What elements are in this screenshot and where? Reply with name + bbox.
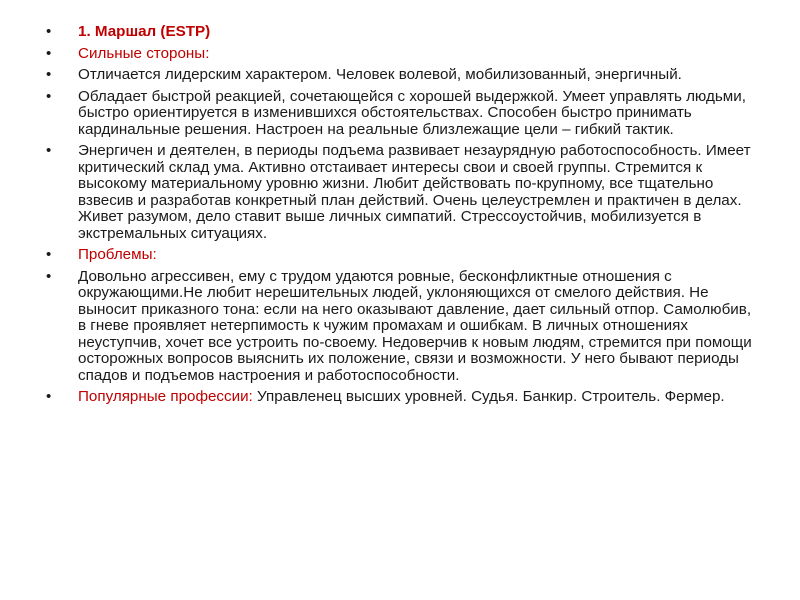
bullet-glyph: •: [46, 44, 52, 62]
strength-item: [46, 67, 758, 84]
problems-heading: Проблемы:: [78, 246, 157, 263]
professions-label: Популярные профессии:: [78, 388, 253, 405]
strength-text: Отличается лидерским характером. Человек волевой, мобилизованный, энергичный.: [78, 66, 682, 83]
strengths-heading: Сильные стороны:: [78, 44, 210, 62]
problem-text: Довольно агрессивен, ему с трудом удаются ровные, бесконфликтные отношения с окружающими.Не любит нерешительных людей, уклоняющихся от смелого действия. Не выносит приказного тона: если на него оказывают давление, дает сильный отпор. Самолюбив, в гневе проявляет нетерпимость к чужим промахам и ошибкам. В личных отношениях неуступчив, хочет все устроить по-своему. Недоверчив к новым людям, стремится при помощи осторожных вопросов выяснить их положение, связи и возможности. У него бывают периоды спадов и подъемов настроения и работоспособности.: [78, 267, 752, 384]
strength-item: [46, 143, 758, 242]
bullet-glyph: •: [46, 246, 52, 263]
bullet-glyph: •: [46, 87, 52, 105]
title-item: [46, 24, 758, 41]
bullet-glyph: •: [46, 66, 52, 83]
bullet-glyph: •: [46, 267, 52, 285]
professions-item: [46, 389, 758, 406]
problems-heading-item: [46, 247, 758, 264]
strengths-heading-item: [46, 46, 758, 63]
professions-text: Управленец высших уровней. Судья. Банкир. Строитель. Фермер.: [252, 388, 725, 405]
bullet-list: [46, 24, 758, 411]
strength-text: Энергичен и деятелен, в периоды подъема развивает незаурядную работоспособность. Имеет критический склад ума. Активно отстаивает интересы свои и своей группы. Стремится к высокому материальному уровню жизни. Любит действовать по-крупному, все тщательно взвесив и разработав конкретный план действий. Очень целеустремлен и практичен в делах. Живет разумом, дело ставит выше личных симпатий. Стрессоустойчив, мобилизуется в экстремальных ситуациях.: [78, 142, 751, 242]
slide-title: 1. Маршал (ESTP): [78, 23, 211, 40]
bullet-glyph: •: [46, 388, 52, 405]
bullet-glyph: •: [46, 142, 52, 159]
bullet-glyph: •: [46, 23, 52, 40]
problem-item: [46, 269, 758, 385]
strength-item: [46, 89, 758, 139]
strength-text: Обладает быстрой реакцией, сочетающейся с хорошей выдержкой. Умеет управлять людьми, быстро ориентируется в изменившихся обстоятельствах. Способен быстро принимать кардинальные решения. Настроен на реальные близлежащие цели – гибкий тактик.: [78, 87, 746, 138]
